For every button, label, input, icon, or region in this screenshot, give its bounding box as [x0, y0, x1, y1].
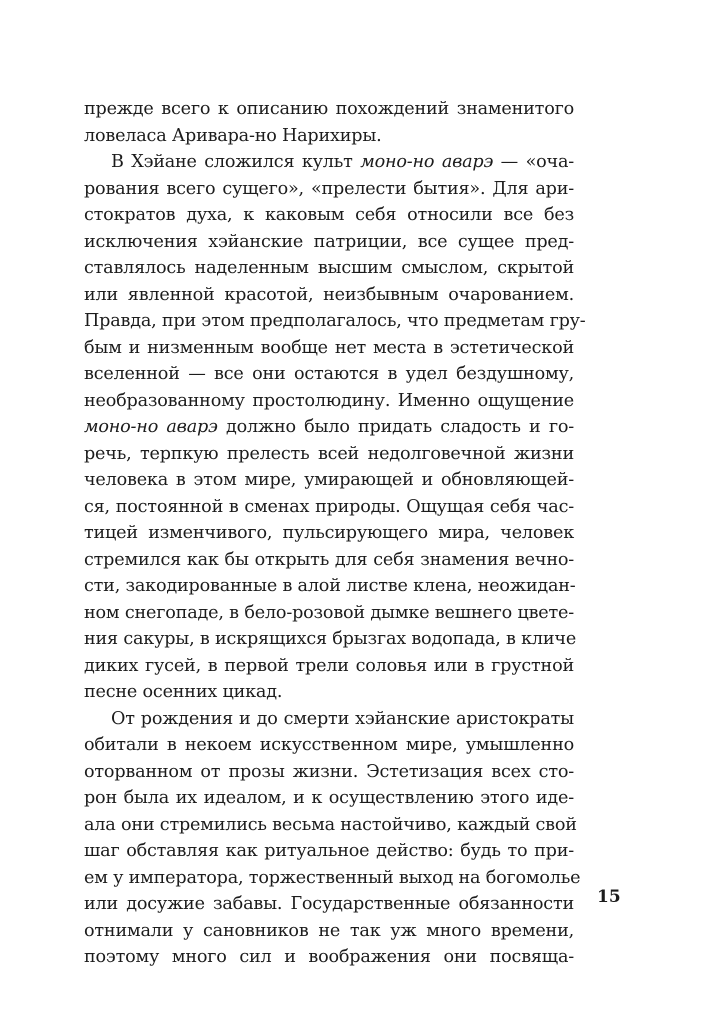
text-line: бым и низменным вообще нет места в эстетической [84, 337, 574, 358]
text-line: моно-но аварэ должно было придать сладость и го- [84, 417, 574, 437]
text-line: рования всего сущего», «прелести бытия». Для ари- [84, 178, 574, 199]
italic-term: моно-но аварэ [84, 417, 218, 437]
text-line: ставлялось наделенным высшим смыслом, скрытой [84, 258, 574, 278]
text-line: ловеласа Аривара-но Нарихиры. [84, 125, 382, 146]
text-line: диких гусей, в первой трели соловья или в грустной [84, 655, 574, 676]
text-line: прежде всего к описанию похождений знаменитого [84, 99, 574, 119]
text-line: обитали в некоем искусственном мире, умышленно [84, 735, 574, 755]
text-line: ся, постоянной в сменах природы. Ощущая себя час- [84, 496, 574, 517]
text-line: ала они стремились весьма настойчиво, каждый свой [84, 814, 577, 835]
text-line: человека в этом мире, умирающей и обновляющей- [84, 470, 574, 490]
text-line: поэтому много сил и воображения они посвяща- [84, 947, 574, 967]
italic-term: моно-но аварэ [360, 152, 494, 172]
paragraph [84, 706, 581, 971]
text-line: ния сакуры, в искрящихся брызгах водопада, в кличе [84, 629, 577, 649]
paragraph [84, 96, 574, 149]
text-line: необразованному простолюдину. Именно ощущение [84, 390, 574, 411]
text-line: ем у императора, торжественный выход на богомолье [84, 867, 581, 888]
text-line: В Хэйане сложился культ моно-но аварэ — «оча- [111, 152, 574, 172]
text-line: тицей изменчивого, пульсирующего мира, человек [84, 523, 574, 543]
text-line: От рождения и до смерти хэйанские аристократы [111, 708, 574, 729]
text-line: шаг обставляя как ритуальное действо: будь то при- [84, 841, 574, 861]
text-line: речь, терпкую прелесть всей недолговечной жизни [84, 443, 574, 464]
text-line: вселенной — все они остаются в удел бездушному, [84, 364, 574, 384]
page-number: 15 [597, 887, 621, 907]
text-line: или явленной красотой, неизбывным очарованием. [84, 284, 574, 305]
text-line: исключения хэйанские патриции, все сущее пред- [84, 231, 574, 252]
text-line: стократов духа, к каковым себя относили все без [84, 205, 574, 225]
text-line: песне осенних цикад. [84, 682, 283, 702]
text-line: оторванном от прозы жизни. Эстетизация всех сто- [84, 761, 574, 782]
text-line: сти, закодированные в алой листве клена, неожидан- [84, 576, 576, 596]
text-line: ном снегопаде, в бело-розовой дымке вешнего цвете- [84, 602, 574, 623]
text-line: отнимали у сановников не так уж много времени, [84, 920, 574, 941]
text-line: стремился как бы открыть для себя знамения вечно- [84, 549, 574, 570]
page-body-text [84, 96, 586, 971]
paragraph [84, 149, 586, 706]
text-line: или досужие забавы. Государственные обязанности [84, 894, 574, 914]
text-line: рон была их идеалом, и к осуществлению этого иде- [84, 788, 574, 808]
text-line: Правда, при этом предполагалось, что предметам гру- [84, 311, 586, 331]
